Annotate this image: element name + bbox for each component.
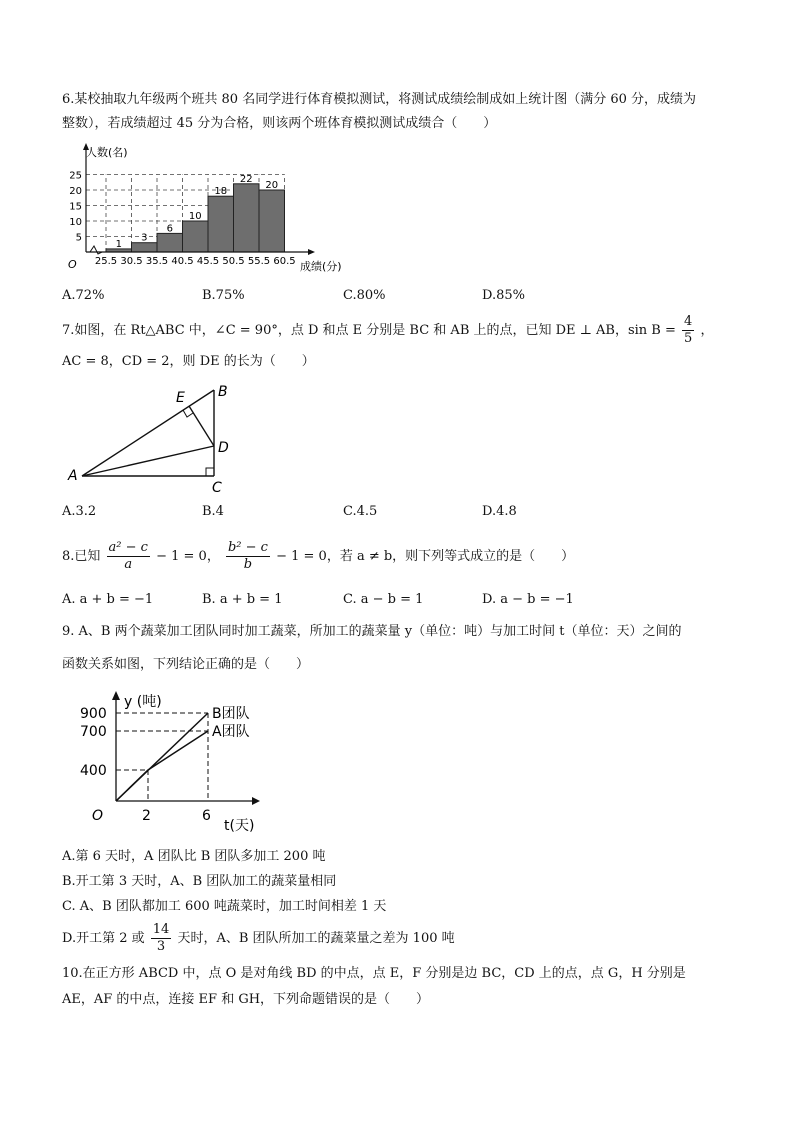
q8-f2-den: b <box>243 557 253 572</box>
q9-option-d <box>62 922 455 955</box>
bar-value-label: 6 <box>166 223 173 235</box>
x-tick-label: 55.5 <box>247 256 271 267</box>
y-tick-label: 20 <box>69 186 82 197</box>
q7-fraction <box>682 314 694 347</box>
q7-triangle-figure <box>62 378 240 498</box>
q7-label-d: D <box>218 440 229 456</box>
q9-option-d-prefix: D.开工第 2 或 <box>62 931 145 946</box>
q6-bar-chart <box>62 142 352 274</box>
q8-mid1: − 1 = 0， <box>156 549 220 564</box>
q9-ytick-700: 700 <box>80 724 107 740</box>
q8-option-c: C. a − b = 1 <box>343 592 424 607</box>
q7-option-d: D.4.8 <box>482 504 517 519</box>
q7-stem-suffix: ， <box>700 323 714 338</box>
q7-option-b: B.4 <box>202 504 224 519</box>
q9-t-label: t(天) <box>224 818 255 834</box>
q7-stem-line1 <box>62 314 713 347</box>
q7-stem-line2: AC = 8，CD = 2，则 DE 的长为（ ） <box>62 354 315 369</box>
x-tick-label: 50.5 <box>222 256 245 267</box>
x-tick-label: 60.5 <box>273 256 296 267</box>
q8-stem <box>62 540 574 573</box>
q9-option-b: B.开工第 3 天时，A、B 团队加工的蔬菜量相同 <box>62 874 337 889</box>
q8-f1-den: a <box>124 557 133 572</box>
chart-xlabel: 成绩(分) <box>300 260 342 273</box>
q6-stem-line2: 整数），若成绩超过 45 分为合格，则该两个班体育模拟测试成绩合（ ） <box>62 116 497 131</box>
chart-origin: O <box>68 258 77 271</box>
q9-y-label: y (吨) <box>124 694 162 710</box>
q7-option-a: A.3.2 <box>62 504 97 519</box>
q9-optd-num: 14 <box>152 922 170 937</box>
q8-option-d: D. a − b = −1 <box>482 592 574 607</box>
bar-value-label: 3 <box>141 232 148 244</box>
q7-label-c: C <box>212 480 222 496</box>
q9-optd-den: 3 <box>156 939 166 954</box>
q7-stem-prefix: 7.如图，在 Rt△ABC 中，∠C = 90°，点 D 和点 E 分别是 BC 和 AB 上的点，已知 DE ⊥ AB，sin B = <box>62 323 676 338</box>
q7-label-b: B <box>218 384 228 400</box>
chart-bar <box>183 221 209 252</box>
bar-value-label: 20 <box>265 180 279 191</box>
chart-bar <box>259 190 285 252</box>
q9-option-c: C. A、B 团队都加工 600 吨蔬菜时，加工时间相差 1 天 <box>62 899 387 914</box>
bar-value-label: 18 <box>214 186 228 198</box>
bar-value-label: 1 <box>115 238 122 250</box>
q9-stem-line2: 函数关系如图，下列结论正确的是（ ） <box>62 657 310 672</box>
x-tick-label: 45.5 <box>196 256 220 267</box>
y-tick-label: 5 <box>75 232 82 244</box>
chart-bar <box>157 233 183 252</box>
q8-option-a: A. a + b = −1 <box>62 592 154 607</box>
q8-option-b: B. a + b = 1 <box>202 592 283 607</box>
q9-stem-line1: 9. A、B 两个蔬菜加工团队同时加工蔬菜，所加工的蔬菜量 y（单位：吨）与加工时间 t（单位：天）之间的 <box>62 624 682 639</box>
q9-option-a: A.第 6 天时，A 团队比 B 团队多加工 200 吨 <box>62 849 326 864</box>
q9-line-b-label: B团队 <box>212 706 250 722</box>
q6-option-c: C.80% <box>343 288 386 303</box>
y-tick-label: 15 <box>69 201 82 213</box>
q8-f2-num: b² − c <box>227 540 268 555</box>
q6-option-b: B.75% <box>202 288 245 303</box>
q7-option-c: C.4.5 <box>343 504 378 519</box>
x-tick-label: 40.5 <box>171 256 194 267</box>
axis-break <box>90 246 102 254</box>
q9-ytick-400: 400 <box>80 763 107 779</box>
q7-frac-num: 4 <box>684 314 693 329</box>
x-tick-label: 30.5 <box>120 256 143 267</box>
chart-bars <box>106 174 285 252</box>
chart-ylabel: 人数(名) <box>86 146 128 159</box>
q6-stem-line1: 6.某校抽取九年级两个班共 80 名同学进行体育模拟测试，将测试成绩绘制成如上统计图（满分 60 分，成绩为 <box>62 92 697 107</box>
chart-bar <box>208 196 234 252</box>
q8-prefix: 8.已知 <box>62 549 101 564</box>
y-tick-label: 10 <box>69 217 82 228</box>
q6-option-a: A.72% <box>62 288 105 303</box>
q9-option-d-suffix: 天时，A、B 团队所加工的蔬菜量之差为 100 吨 <box>177 931 455 946</box>
chart-bar <box>132 243 158 252</box>
q7-label-e: E <box>176 390 185 406</box>
q9-function-graph <box>62 686 262 836</box>
q9-line-a <box>116 731 208 801</box>
q6-option-d: D.85% <box>482 288 525 303</box>
q9-ytick-900: 900 <box>80 706 107 722</box>
q7-label-a: A <box>68 468 78 484</box>
q8-mid2: − 1 = 0，若 a ≠ b，则下列等式成立的是（ ） <box>276 549 575 564</box>
q8-fraction-1 <box>107 540 150 573</box>
q10-stem-line1: 10.在正方形 ABCD 中，点 O 是对角线 BD 的中点，点 E，F 分别是边 BC，CD 上的点，点 G，H 分别是 <box>62 966 686 981</box>
x-tick-label: 25.5 <box>94 256 118 267</box>
q9-xtick-6: 6 <box>202 808 211 824</box>
bar-value-label: 22 <box>239 173 253 185</box>
q8-fraction-2 <box>226 540 270 573</box>
chart-bar <box>234 184 260 252</box>
q9-line-a-label: A团队 <box>212 724 250 740</box>
q7-frac-den: 5 <box>684 331 693 346</box>
q8-f1-num: a² − c <box>108 540 148 555</box>
q9-origin: O <box>92 808 104 824</box>
q9-xtick-2: 2 <box>142 808 151 824</box>
x-axis-arrow <box>308 249 315 255</box>
x-tick-label: 35.5 <box>145 256 169 267</box>
bar-value-label: 10 <box>188 211 202 222</box>
y-tick-label: 25 <box>69 170 82 182</box>
q10-stem-line2: AE，AF 的中点，连接 EF 和 GH，下列命题错误的是（ ） <box>62 992 430 1007</box>
q9-option-d-fraction <box>151 922 172 955</box>
